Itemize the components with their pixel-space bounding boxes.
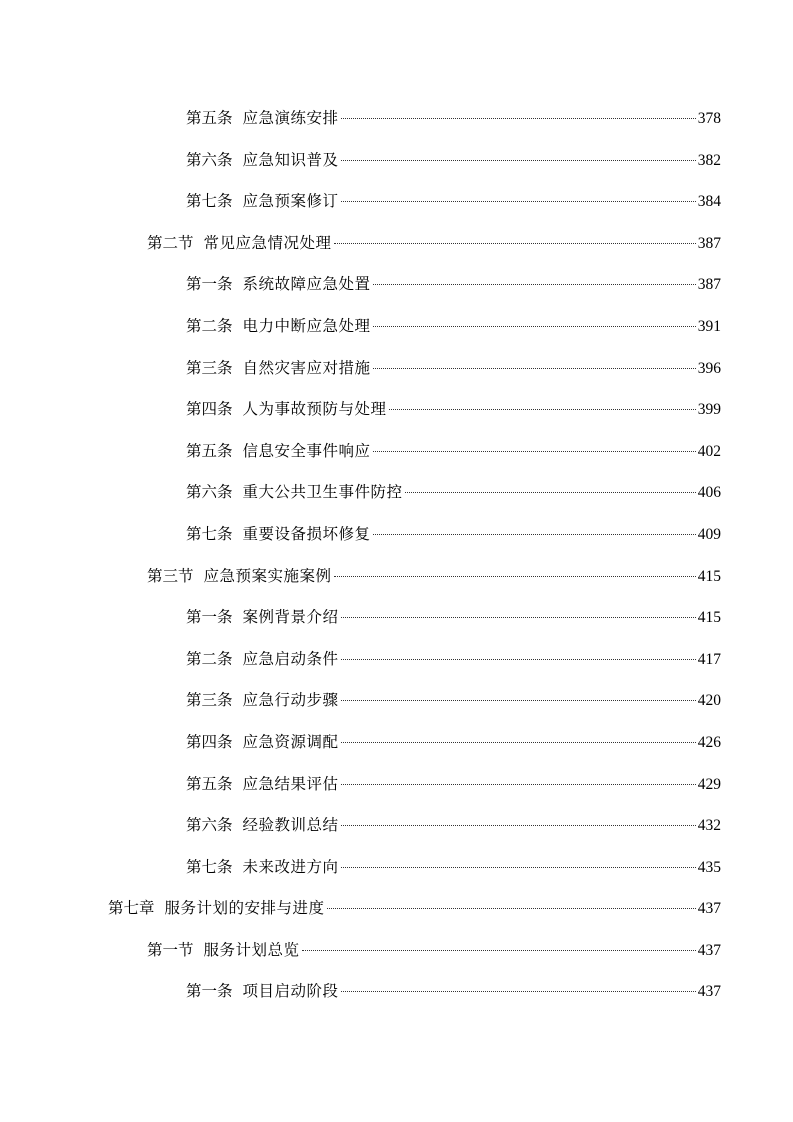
toc-entry-title: 应急资源调配 bbox=[242, 732, 339, 751]
dot-leader bbox=[341, 160, 696, 161]
dot-leader bbox=[341, 784, 696, 785]
dot-leader bbox=[341, 825, 696, 826]
toc-entry-article[interactable] bbox=[0, 140, 793, 182]
toc-entry-article[interactable] bbox=[0, 389, 793, 431]
table-of-contents bbox=[0, 98, 793, 1013]
toc-page-number: 420 bbox=[697, 692, 721, 710]
dot-leader bbox=[341, 742, 696, 743]
toc-entry-number: 第一节 bbox=[147, 940, 194, 959]
toc-entry-number: 第一条 bbox=[186, 275, 233, 294]
toc-entry-title: 电力中断应急处理 bbox=[242, 316, 371, 335]
toc-entry-title: 常见应急情况处理 bbox=[203, 233, 332, 252]
toc-entry-title: 应急预案修订 bbox=[242, 192, 339, 211]
toc-page-number: 387 bbox=[697, 234, 721, 252]
dot-leader bbox=[373, 451, 696, 452]
toc-entry-number: 第三条 bbox=[186, 358, 233, 377]
toc-entry-title: 应急预案实施案例 bbox=[203, 566, 332, 585]
toc-entry-number: 第二节 bbox=[147, 233, 194, 252]
toc-entry-article[interactable] bbox=[0, 181, 793, 223]
toc-entry-number: 第一条 bbox=[186, 608, 233, 627]
toc-entry-number: 第七条 bbox=[186, 857, 233, 876]
toc-entry-article[interactable] bbox=[0, 971, 793, 1013]
toc-entry-article[interactable] bbox=[0, 514, 793, 556]
toc-entry-title: 应急知识普及 bbox=[242, 150, 339, 169]
toc-page-number: 426 bbox=[697, 733, 721, 751]
toc-entry-article[interactable] bbox=[0, 639, 793, 681]
toc-page-number: 409 bbox=[697, 525, 721, 543]
toc-page-number: 432 bbox=[697, 817, 721, 835]
toc-entry-article[interactable] bbox=[0, 805, 793, 847]
toc-entry-number: 第六条 bbox=[186, 483, 233, 502]
dot-leader bbox=[341, 659, 696, 660]
toc-entry-title: 项目启动阶段 bbox=[242, 982, 339, 1001]
toc-entry-number: 第五条 bbox=[186, 441, 233, 460]
toc-page-number: 406 bbox=[697, 484, 721, 502]
dot-leader bbox=[341, 118, 696, 119]
toc-page-number: 437 bbox=[697, 900, 721, 918]
toc-page-number: 417 bbox=[697, 650, 721, 668]
toc-page-number: 396 bbox=[697, 359, 721, 377]
toc-page-number: 415 bbox=[697, 567, 721, 585]
toc-page-number: 429 bbox=[697, 775, 721, 793]
toc-entry-article[interactable] bbox=[0, 764, 793, 806]
toc-entry-number: 第三条 bbox=[186, 691, 233, 710]
toc-entry-number: 第四条 bbox=[186, 732, 233, 751]
toc-entry-article[interactable] bbox=[0, 431, 793, 473]
dot-leader bbox=[341, 867, 696, 868]
toc-entry-article[interactable] bbox=[0, 680, 793, 722]
dot-leader bbox=[373, 534, 696, 535]
dot-leader bbox=[341, 617, 696, 618]
dot-leader bbox=[334, 243, 696, 244]
dot-leader bbox=[341, 700, 696, 701]
toc-entry-number: 第七条 bbox=[186, 192, 233, 211]
toc-entry-title: 重大公共卫生事件防控 bbox=[242, 483, 403, 502]
toc-entry-number: 第七条 bbox=[186, 524, 233, 543]
dot-leader bbox=[373, 326, 696, 327]
toc-entry-title: 重要设备损坏修复 bbox=[242, 524, 371, 543]
toc-entry-number: 第三节 bbox=[147, 566, 194, 585]
toc-page-number: 399 bbox=[697, 401, 721, 419]
toc-entry-article[interactable] bbox=[0, 847, 793, 889]
toc-entry-section[interactable] bbox=[0, 556, 793, 598]
toc-page-number: 437 bbox=[697, 941, 721, 959]
toc-entry-number: 第五条 bbox=[186, 109, 233, 127]
dot-leader bbox=[334, 576, 696, 577]
dot-leader bbox=[341, 201, 696, 202]
toc-entry-article[interactable] bbox=[0, 348, 793, 390]
toc-entry-article[interactable] bbox=[0, 472, 793, 514]
toc-entry-title: 人为事故预防与处理 bbox=[242, 400, 387, 419]
toc-entry-title: 系统故障应急处置 bbox=[242, 275, 371, 294]
toc-entry-chapter[interactable] bbox=[0, 888, 793, 930]
toc-entry-title: 自然灾害应对措施 bbox=[242, 358, 371, 377]
dot-leader bbox=[373, 284, 696, 285]
toc-entry-number: 第六条 bbox=[186, 816, 233, 835]
toc-entry-number: 第二条 bbox=[186, 649, 233, 668]
toc-entry-section[interactable] bbox=[0, 223, 793, 265]
dot-leader bbox=[389, 409, 696, 410]
toc-entry-title: 信息安全事件响应 bbox=[242, 441, 371, 460]
toc-entry-number: 第一条 bbox=[186, 982, 233, 1001]
toc-page-number: 437 bbox=[697, 983, 721, 1001]
toc-page-number: 384 bbox=[697, 193, 721, 211]
toc-page-number: 378 bbox=[697, 110, 721, 127]
dot-leader bbox=[405, 492, 696, 493]
toc-entry-article[interactable] bbox=[0, 98, 793, 140]
toc-entry-title: 应急行动步骤 bbox=[242, 691, 339, 710]
toc-entry-article[interactable] bbox=[0, 306, 793, 348]
toc-entry-title: 案例背景介绍 bbox=[242, 608, 339, 627]
toc-entry-section[interactable] bbox=[0, 930, 793, 972]
toc-entry-title: 未来改进方向 bbox=[242, 857, 339, 876]
toc-page-number: 391 bbox=[697, 317, 721, 335]
toc-entry-article[interactable] bbox=[0, 597, 793, 639]
toc-entry-article[interactable] bbox=[0, 722, 793, 764]
toc-entry-number: 第七章 bbox=[108, 899, 155, 918]
toc-page-number: 382 bbox=[697, 151, 721, 169]
dot-leader bbox=[341, 991, 696, 992]
toc-entry-number: 第五条 bbox=[186, 774, 233, 793]
toc-page-number: 387 bbox=[697, 276, 721, 294]
toc-entry-number: 第二条 bbox=[186, 316, 233, 335]
dot-leader bbox=[302, 950, 696, 951]
toc-entry-number: 第四条 bbox=[186, 400, 233, 419]
toc-entry-title: 应急结果评估 bbox=[242, 774, 339, 793]
toc-page-number: 402 bbox=[697, 442, 721, 460]
dot-leader bbox=[327, 908, 696, 909]
toc-page-number: 415 bbox=[697, 609, 721, 627]
toc-entry-title: 服务计划的安排与进度 bbox=[164, 899, 325, 918]
toc-entry-article[interactable] bbox=[0, 264, 793, 306]
toc-entry-title: 应急演练安排 bbox=[242, 109, 339, 127]
dot-leader bbox=[373, 368, 696, 369]
toc-entry-title: 应急启动条件 bbox=[242, 649, 339, 668]
toc-entry-title: 经验教训总结 bbox=[242, 816, 339, 835]
toc-entry-number: 第六条 bbox=[186, 150, 233, 169]
toc-page-number: 435 bbox=[697, 858, 721, 876]
toc-entry-title: 服务计划总览 bbox=[203, 940, 300, 959]
